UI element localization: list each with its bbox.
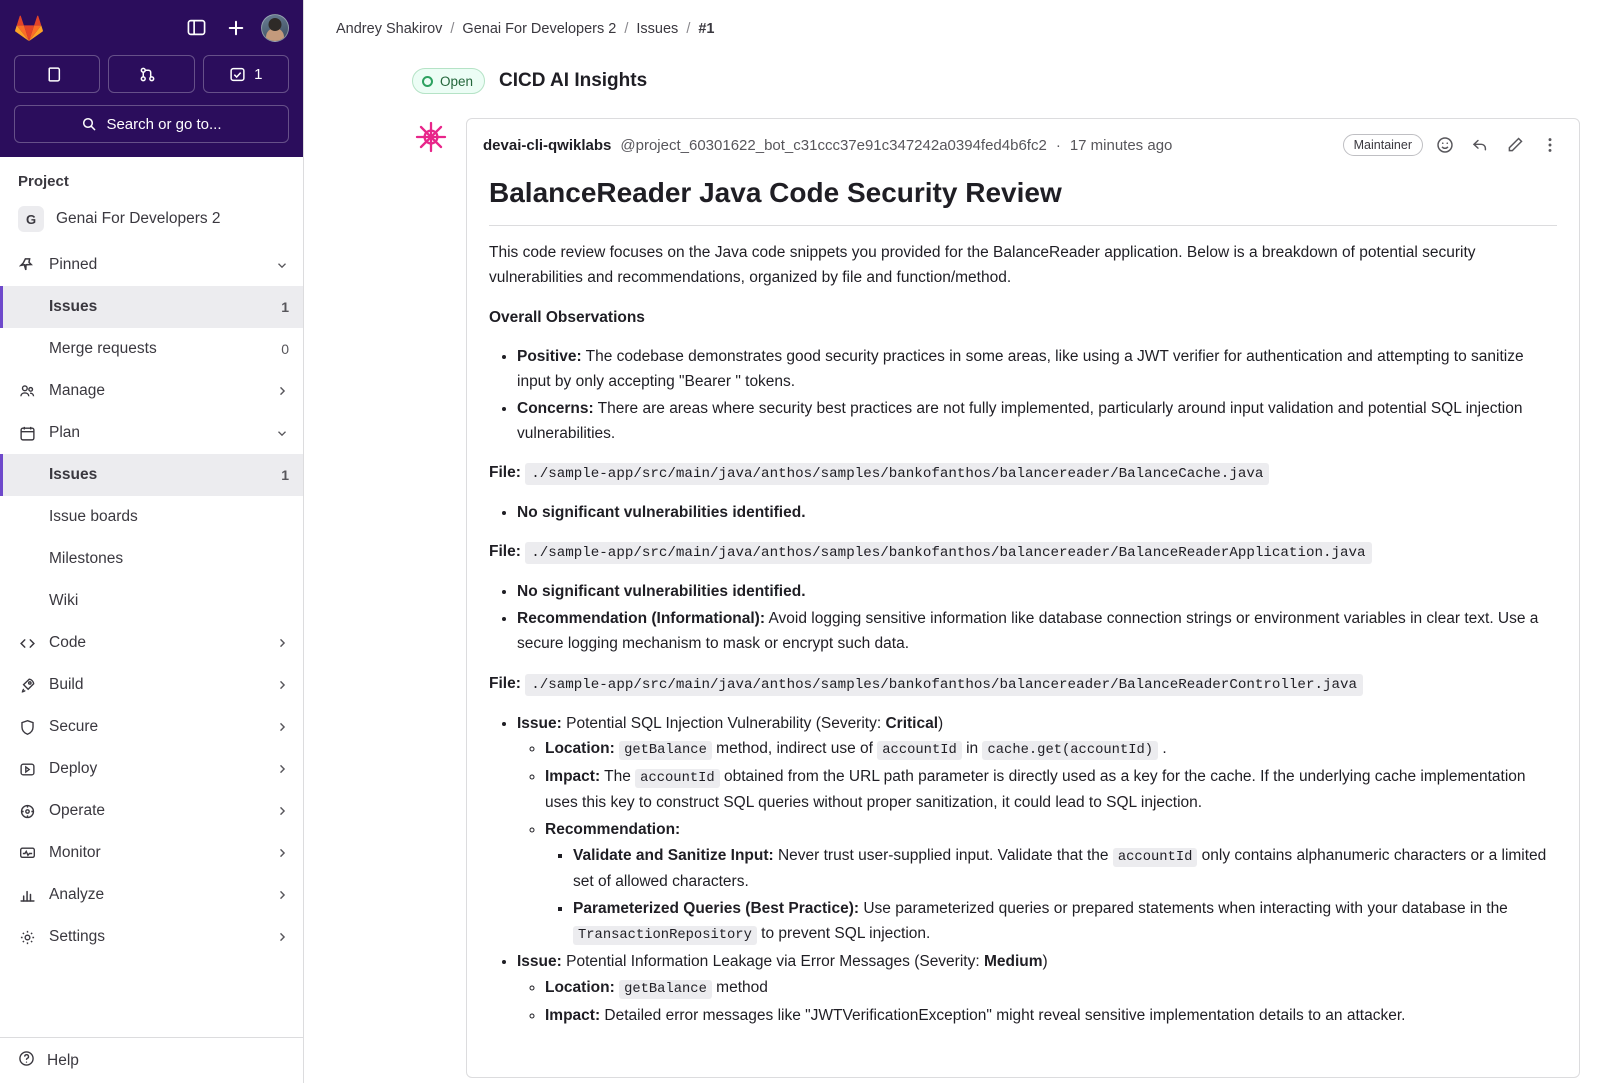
- bullet-label: No significant vulnerabilities identified.: [517, 583, 806, 601]
- sidebar-item-count: 1: [281, 299, 289, 315]
- bullet-label: No significant vulnerabilities identified.: [517, 504, 806, 522]
- breadcrumb-separator: /: [624, 21, 629, 37]
- sidebar-item-pinned-merge-requests[interactable]: [0, 328, 303, 370]
- file-findings-list: [489, 579, 1557, 656]
- rocket-icon: [18, 677, 36, 694]
- sidebar-top-bar: [0, 0, 303, 55]
- impact-label: Impact:: [545, 768, 601, 786]
- file-label: File:: [489, 674, 521, 692]
- location-text: method, indirect use of: [711, 739, 878, 757]
- sidebar-item-deploy[interactable]: [0, 748, 303, 790]
- impact-label: Impact:: [545, 1006, 601, 1024]
- sidebar-item-code[interactable]: [0, 622, 303, 664]
- list-item: [517, 579, 1557, 604]
- file-path: ./sample-app/src/main/java/anthos/samples/bankofanthos/balancereader/BalanceCache.java: [525, 463, 1269, 485]
- quick-pill-row: [14, 55, 289, 93]
- location-text-end: .: [1158, 739, 1167, 757]
- sidebar-item-label: Issues: [49, 466, 98, 483]
- project-name: Genai For Developers 2: [56, 210, 221, 227]
- calendar-icon: [18, 425, 36, 442]
- review-intro: This code review focuses on the Java code snippets you provided for the BalanceReader application. Below is a breakdown of potential security vulnerabilities and recommendations, organized by file and function/method.: [489, 244, 1476, 287]
- code-token: TransactionRepository: [573, 926, 757, 945]
- list-item: [545, 764, 1557, 815]
- help-label: Help: [47, 1051, 79, 1069]
- file-line: [489, 539, 1557, 565]
- gitlab-logo-icon: [14, 13, 44, 43]
- file-label: File:: [489, 464, 521, 482]
- recommendation-list: [545, 843, 1557, 948]
- file-line: [489, 460, 1557, 486]
- chevron-right-icon: [275, 930, 289, 944]
- code-token: getBalance: [619, 741, 712, 760]
- location-label: Location:: [545, 739, 615, 757]
- code-icon: [18, 635, 36, 652]
- breadcrumb-separator: /: [686, 21, 691, 37]
- impact-text: The: [600, 768, 636, 786]
- breadcrumb-issues[interactable]: Issues: [636, 21, 679, 37]
- sidebar-item-milestones[interactable]: [0, 538, 303, 580]
- chevron-right-icon: [275, 888, 289, 902]
- project-avatar: G: [18, 206, 44, 232]
- sidebar-item-pinned[interactable]: [0, 244, 303, 286]
- sidebar-item-label: Operate: [49, 802, 106, 819]
- sidebar-item-label: Pinned: [49, 256, 98, 273]
- severity-value: Medium: [983, 953, 1043, 971]
- issue-text: Potential SQL Injection Vulnerability (Severity:: [561, 714, 886, 732]
- chevron-right-icon: [275, 762, 289, 776]
- sidebar-quick-actions: [0, 55, 303, 157]
- role-badge: Maintainer: [1343, 134, 1423, 156]
- merge-requests-pill[interactable]: [108, 55, 194, 93]
- user-avatar[interactable]: [261, 14, 289, 42]
- issue-text-end: ): [938, 714, 944, 732]
- avatar[interactable]: [412, 118, 450, 156]
- note-card: [466, 118, 1580, 1078]
- review-heading: BalanceReader Java Code Security Review: [489, 170, 1557, 226]
- breadcrumb-project[interactable]: Genai For Developers 2: [462, 21, 617, 37]
- sidebar-item-build[interactable]: [0, 664, 303, 706]
- reply-icon[interactable]: [1467, 132, 1493, 158]
- sidebar-item-wiki[interactable]: [0, 580, 303, 622]
- recommendation-label: Recommendation:: [545, 821, 681, 839]
- page-title: CICD AI Insights: [499, 70, 648, 91]
- more-actions-icon[interactable]: [1537, 132, 1563, 158]
- note-timestamp: 17 minutes ago: [1069, 136, 1173, 154]
- overall-observations-list: [489, 344, 1557, 446]
- chevron-right-icon: [275, 636, 289, 650]
- sidebar-item-label: Code: [49, 634, 87, 651]
- sidebar-item-manage[interactable]: [0, 370, 303, 412]
- status-badge: [412, 68, 485, 94]
- chevron-down-icon: [275, 426, 289, 440]
- list-item: [545, 975, 1557, 1001]
- sidebar-item-label: Analyze: [49, 886, 105, 903]
- operate-icon: [18, 803, 36, 820]
- list-item: [517, 711, 1557, 948]
- note-body: [467, 164, 1579, 1062]
- sidebar-section-label: Project: [18, 173, 69, 190]
- open-status-icon: [422, 76, 433, 87]
- location-label: Location:: [545, 978, 615, 996]
- sidebar-item-label: Issues: [49, 298, 98, 315]
- rec-text: Use parameterized queries or prepared statements when interacting with your database in the: [859, 900, 1508, 918]
- code-token: accountId: [1113, 848, 1198, 867]
- sidebar-item-label: Deploy: [49, 760, 98, 777]
- impact-text: obtained from the URL path parameter is directly used as a key for the cache. If the underlying cache implementation uses this key to construct SQL queries without proper sanitization, it could lead to SQL injection.: [545, 768, 1526, 812]
- rec-text: only contains alphanumeric characters or a limited set of allowed characters.: [573, 846, 1547, 890]
- chevron-right-icon: [275, 720, 289, 734]
- breadcrumb-current[interactable]: #1: [698, 21, 715, 37]
- overall-observations-title: Overall Observations: [489, 308, 645, 326]
- list-item: [545, 736, 1557, 762]
- file-path: ./sample-app/src/main/java/anthos/samples/bankofanthos/balancereader/BalanceReaderApplication.java: [525, 542, 1371, 564]
- issue-header: [304, 58, 1600, 104]
- todos-pill[interactable]: [203, 55, 289, 93]
- code-token: getBalance: [619, 980, 712, 999]
- code-token: cache.get(accountId): [982, 741, 1158, 760]
- edit-icon[interactable]: [1502, 132, 1528, 158]
- gear-icon: [18, 929, 36, 946]
- chevron-down-icon: [275, 258, 289, 272]
- status-badge-label: Open: [440, 73, 474, 89]
- sidebar-item-analyze[interactable]: [0, 874, 303, 916]
- severity-value: Critical: [885, 714, 939, 732]
- sidebar-item-label: Wiki: [49, 592, 79, 609]
- note-author[interactable]: devai-cli-qwiklabs: [483, 136, 612, 154]
- bot-avatar-icon: [414, 120, 448, 154]
- issue-text-end: ): [1042, 953, 1048, 971]
- location-text: in: [961, 739, 983, 757]
- location-text-end: method: [711, 978, 768, 996]
- sidebar-item-settings[interactable]: [0, 916, 303, 958]
- bullet-text: The codebase demonstrates good security practices in some areas, like using a JWT verifier for authentication and attempting to sanitize input by only accepting "Bearer " tokens.: [517, 347, 1524, 390]
- sidebar-item-count: 0: [281, 341, 289, 357]
- list-item: [573, 843, 1557, 894]
- sidebar-item-operate[interactable]: [0, 790, 303, 832]
- chevron-right-icon: [275, 846, 289, 860]
- monitor-icon: [18, 845, 36, 862]
- create-new-icon[interactable]: [221, 13, 251, 43]
- list-item: [517, 606, 1557, 656]
- issue-details-list: [517, 975, 1557, 1028]
- pin-icon: [18, 257, 36, 274]
- sidebar-item-plan[interactable]: [0, 412, 303, 454]
- sidebar: [0, 0, 304, 1083]
- sidebar-nav: [0, 157, 303, 1037]
- issue-label: Issue:: [517, 714, 562, 732]
- sidebar-item-label: Build: [49, 676, 84, 693]
- sidebar-item-issues[interactable]: [0, 454, 303, 496]
- search-input[interactable]: [14, 105, 289, 143]
- breadcrumb-separator: /: [450, 21, 455, 37]
- chevron-right-icon: [275, 678, 289, 692]
- sidebar-item-count: 1: [281, 467, 289, 483]
- impact-text: Detailed error messages like "JWTVerificationException" might reveal sensitive implementation details to an attacker.: [600, 1006, 1406, 1024]
- code-token: accountId: [635, 769, 720, 788]
- file-label: File:: [489, 543, 521, 561]
- main-content: [304, 0, 1600, 1083]
- list-item: [545, 1003, 1557, 1028]
- sidebar-project[interactable]: [0, 200, 303, 244]
- chevron-right-icon: [275, 384, 289, 398]
- sidebar-item-label: Milestones: [49, 550, 124, 567]
- breadcrumb-user[interactable]: Andrey Shakirov: [336, 21, 443, 37]
- note-author-handle: @project_60301622_bot_c31ccc37e91c347242a0394fed4b6fc2: [620, 136, 1047, 154]
- code-token: accountId: [877, 741, 962, 760]
- sidebar-item-label: Merge requests: [49, 340, 157, 357]
- sidebar-item-secure[interactable]: [0, 706, 303, 748]
- todos-pill-count: 1: [254, 65, 263, 83]
- sidebar-item-help[interactable]: [0, 1037, 303, 1083]
- rec-label: Parameterized Queries (Best Practice):: [573, 900, 860, 918]
- list-item: [517, 949, 1557, 1028]
- bullet-label: Recommendation (Informational):: [517, 610, 766, 628]
- issue-label: Issue:: [517, 953, 562, 971]
- issue-text: Potential Information Leakage via Error Messages (Severity:: [561, 953, 984, 971]
- issue-discussion: [304, 104, 1600, 1083]
- rec-label: Validate and Sanitize Input:: [573, 846, 774, 864]
- sidebar-item-label: Plan: [49, 424, 81, 441]
- sidebar-item-label: Manage: [49, 382, 106, 399]
- list-item: [545, 817, 1557, 947]
- list-item: [517, 344, 1557, 394]
- note-header: [467, 119, 1579, 164]
- sidebar-item-label: Issue boards: [49, 508, 138, 525]
- users-icon: [18, 383, 36, 400]
- issue-details-list: [517, 736, 1557, 948]
- file-line: [489, 671, 1557, 697]
- sidebar-item-label: Settings: [49, 928, 106, 945]
- deploy-icon: [18, 761, 36, 778]
- sidebar-item-pinned-issues[interactable]: [0, 286, 303, 328]
- bullet-text: There are areas where security best practices are not fully implemented, particularly around input validation and potential SQL injection vulnerabilities.: [517, 399, 1523, 443]
- bullet-label: Positive:: [517, 347, 582, 365]
- help-icon: [18, 1050, 35, 1072]
- file-path: ./sample-app/src/main/java/anthos/samples/bankofanthos/balancereader/BalanceReaderController.java: [525, 674, 1363, 696]
- shield-icon: [18, 719, 36, 736]
- rec-text: to prevent SQL injection.: [756, 925, 931, 943]
- sidebar-item-label: Monitor: [49, 844, 101, 861]
- controller-findings-list: [489, 711, 1557, 1028]
- file-findings-list: [489, 500, 1557, 525]
- toggle-sidebar-icon[interactable]: [181, 13, 211, 43]
- note: [412, 118, 1580, 1078]
- bullet-label: Concerns:: [517, 399, 594, 417]
- sidebar-item-label: Secure: [49, 718, 99, 735]
- sidebar-item-issue-boards[interactable]: [0, 496, 303, 538]
- issues-pill[interactable]: [14, 55, 100, 93]
- list-item: [517, 500, 1557, 525]
- search-icon: [81, 116, 97, 132]
- chevron-right-icon: [275, 804, 289, 818]
- analyze-icon: [18, 887, 36, 904]
- search-placeholder: Search or go to...: [106, 115, 222, 133]
- note-separator: ·: [1055, 136, 1061, 154]
- rec-text: Never trust user-supplied input. Validate that the: [773, 846, 1113, 864]
- bullet-text: Avoid logging sensitive information like database connection strings or environment variables in clear text. Use a secure logging mechanism to mask or encrypt such data.: [517, 610, 1539, 653]
- breadcrumb: [304, 0, 1600, 58]
- sidebar-item-monitor[interactable]: [0, 832, 303, 874]
- list-item: [517, 396, 1557, 446]
- list-item: [573, 896, 1557, 947]
- add-reaction-icon[interactable]: [1432, 132, 1458, 158]
